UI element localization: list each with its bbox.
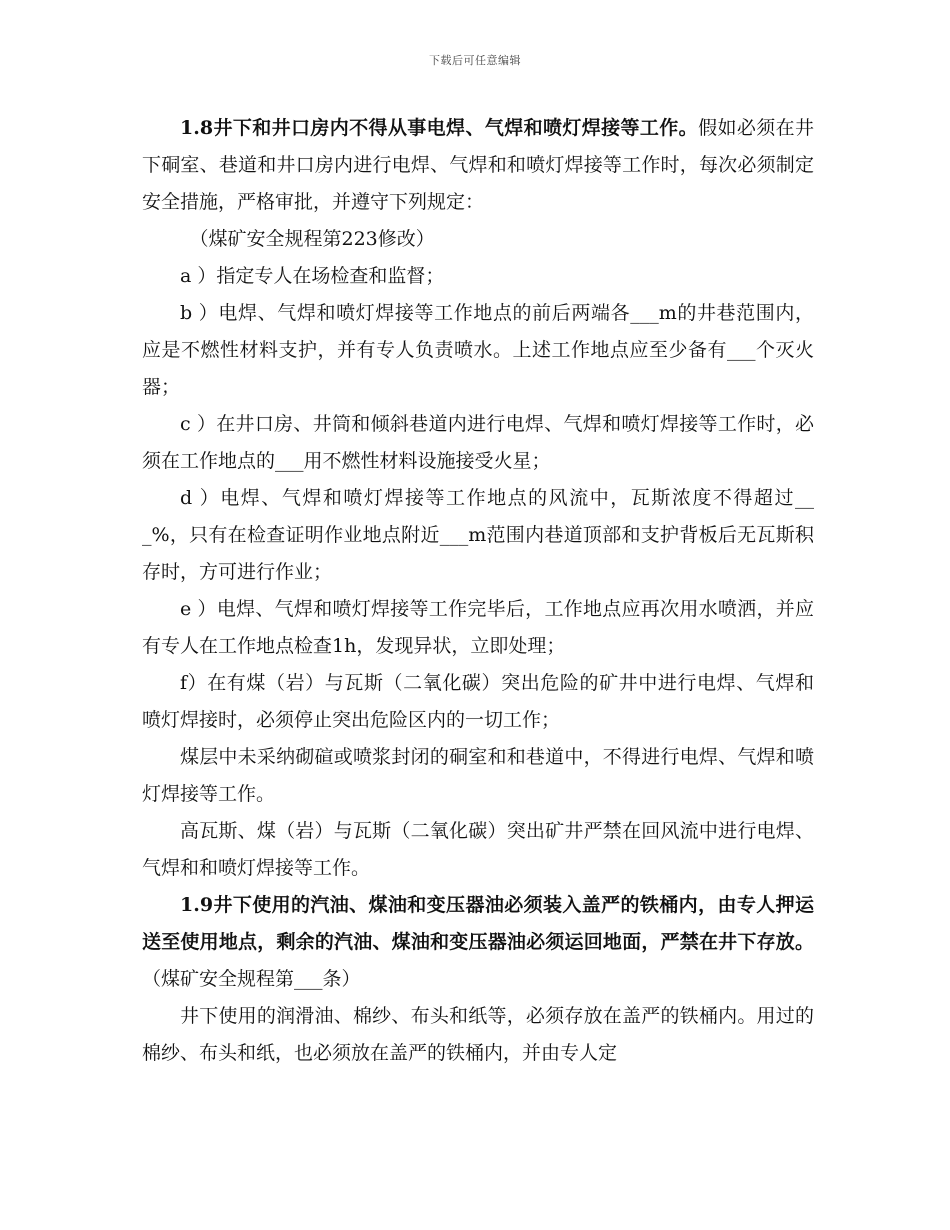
rule-c: c ）在井口房、井筒和倾斜巷道内进行电焊、气焊和喷灯焊接等工作时，必须在工作地点的___用不燃性材料设施接受火星； (142, 413, 814, 472)
paragraph-1-8 (142, 110, 814, 221)
rule-d: d ）电焊、气焊和喷灯焊接等工作地点的风流中，瓦斯浓度不得超过___%，只有在检查证明作业地点附近___m范围内巷道顶部和支护背板后无瓦斯积存时，方可进行作业； (142, 487, 814, 583)
rule-e: e ）电焊、气焊和喷灯焊接等工作完毕后，工作地点应再次用水喷洒，并应有专人在工作地点检查1h，发现异状，立即处理； (142, 598, 814, 657)
document-body (142, 110, 814, 1072)
section-heading-1-8: 1.8井下和井口房内不得从事电焊、气焊和喷灯焊接等工作。 (180, 117, 699, 139)
paragraph-coal-seam: 煤层中未采纳砌碹或喷浆封闭的硐室和和巷道中，不得进行电焊、气焊和喷灯焊接等工作。 (142, 746, 814, 805)
rule-a: a ）指定专人在场检查和监督； (180, 265, 445, 287)
paragraph-high-gas: 高瓦斯、煤（岩）与瓦斯（二氧化碳）突出矿井严禁在回风流中进行电焊、气焊和和喷灯焊接等工作。 (142, 820, 814, 879)
paragraph-lubricants: 井下使用的润滑油、棉纱、布头和纸等，必须存放在盖严的铁桶内。用过的棉纱、布头和纸，也必须放在盖严的铁桶内，并由专人定 (142, 1005, 814, 1064)
paragraph-1-9 (142, 887, 814, 998)
section-heading-1-9: 1.9井下使用的汽油、煤油和变压器油必须装入盖严的铁桶内，由专人押运送至使用地点，剩余的汽油、煤油和变压器油必须运回地面，严禁在井下存放。 (142, 894, 814, 953)
paragraph-text: 假如必须在井下硐室、巷道和井口房内进行电焊、气焊和和喷灯焊接等工作时，每次必须制定安全措施，严格审批，并遵守下列规定： (142, 117, 814, 213)
regulation-reference: （煤矿安全规程第223修改） (189, 228, 435, 250)
rule-f: f）在有煤（岩）与瓦斯（二氧化碳）突出危险的矿井中进行电焊、气焊和喷灯焊接时，必须停止突出危险区内的一切工作； (142, 672, 814, 731)
regulation-reference-blank: （煤矿安全规程第___条） (142, 968, 361, 990)
page-header: 下载后可任意编辑 (429, 54, 521, 67)
rule-b: b ）电焊、气焊和喷灯焊接等工作地点的前后两端各___m的井巷范围内，应是不燃性材料支护，并有专人负责喷水。上述工作地点应至少备有___个灭火器； (142, 302, 814, 398)
